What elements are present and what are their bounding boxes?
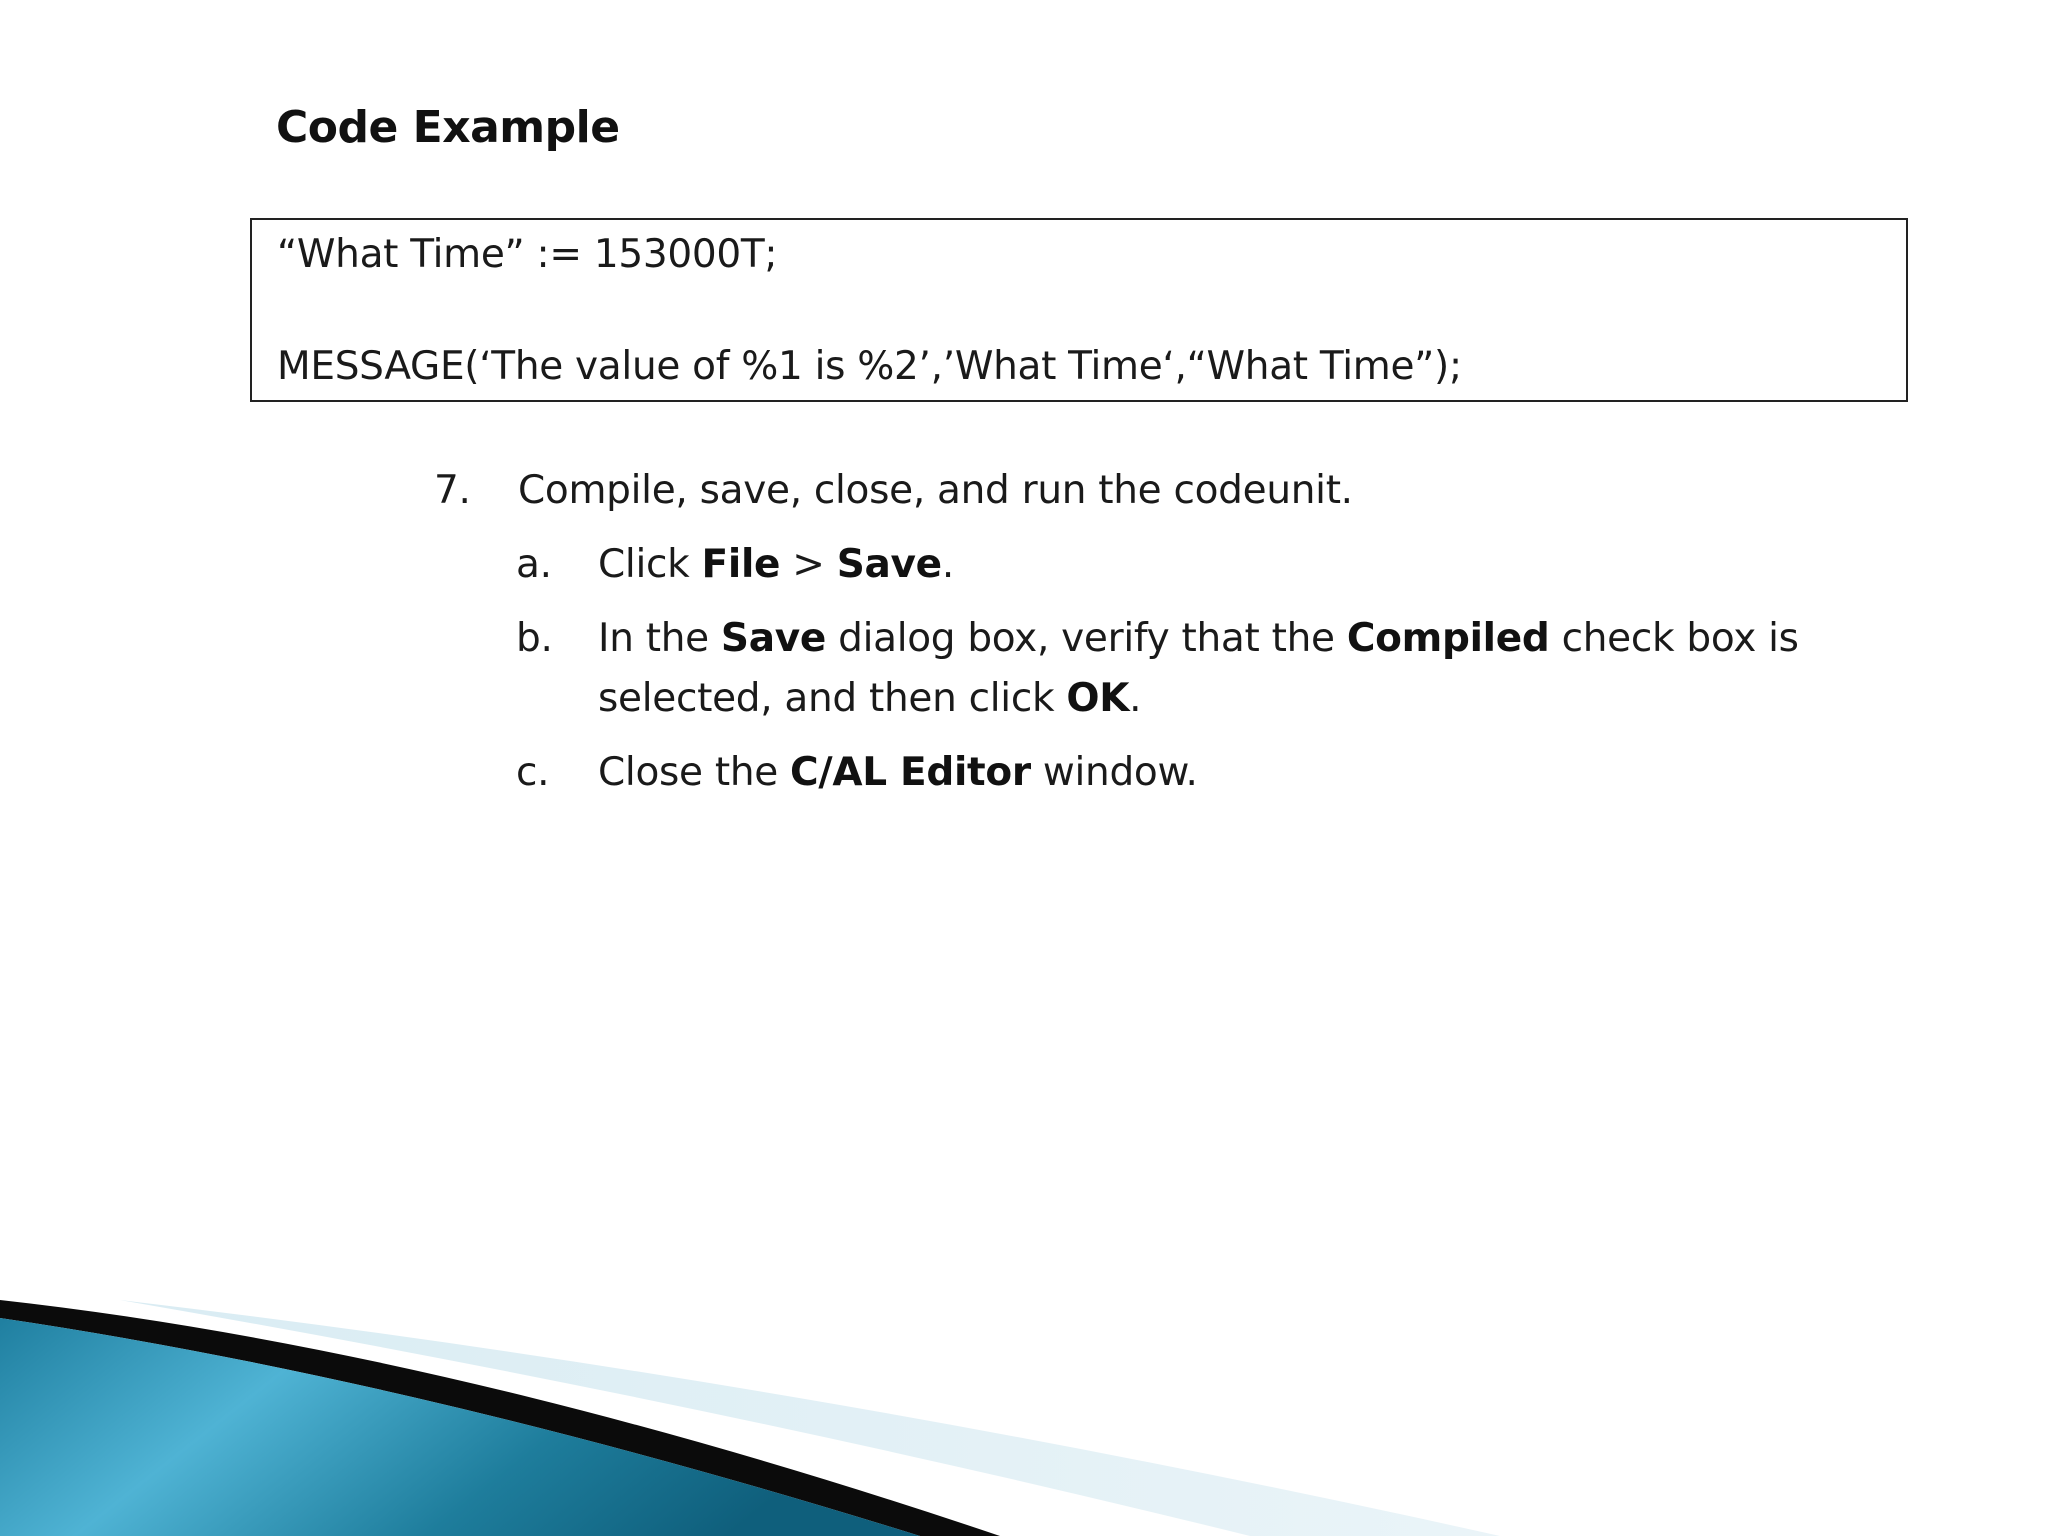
swoosh-teal-band — [0, 1318, 920, 1536]
substep-c-text — [598, 750, 1198, 795]
substep-c-letter: c. — [516, 750, 550, 795]
substep-b-ok: OK — [1066, 676, 1130, 721]
code-line-2: MESSAGE(‘The value of %1 is %2’,’What Time‘,“What Time”); — [277, 344, 1462, 389]
substep-a-part1: Click — [598, 542, 702, 587]
substep-b-part4: selected, and then click — [598, 676, 1067, 721]
substep-b-part5: . — [1129, 676, 1142, 721]
substep-a-letter: a. — [516, 542, 552, 587]
substep-c-editor: C/AL Editor — [790, 750, 1031, 795]
substep-b-part1: In the — [598, 616, 721, 661]
step-7-number: 7. — [434, 468, 471, 513]
substep-c-part1: Close the — [598, 750, 791, 795]
step-7-text: Compile, save, close, and run the codeunit. — [518, 468, 1353, 513]
substep-b-compiled: Compiled — [1346, 616, 1550, 661]
substep-c-part2: window. — [1030, 750, 1198, 795]
code-box — [250, 218, 1908, 402]
substep-b-continuation — [598, 676, 1141, 721]
swoosh-light-band — [120, 1300, 1500, 1536]
substep-a-part3: . — [941, 542, 954, 587]
substep-b-letter: b. — [516, 616, 553, 661]
substep-a-save: Save — [836, 542, 942, 587]
substep-b-part2: dialog box, verify that the — [826, 616, 1347, 661]
substep-b-save: Save — [720, 616, 827, 661]
swoosh-dark-band — [0, 1300, 1000, 1536]
substep-b-part3: check box is — [1549, 616, 1799, 661]
code-line-1: “What Time” := 153000T; — [277, 232, 778, 277]
substep-b-text — [598, 616, 1799, 661]
substep-a-file: File — [701, 542, 781, 587]
substep-a-part2: > — [780, 542, 837, 587]
substep-a-text — [598, 542, 954, 587]
page-title: Code Example — [276, 102, 620, 153]
